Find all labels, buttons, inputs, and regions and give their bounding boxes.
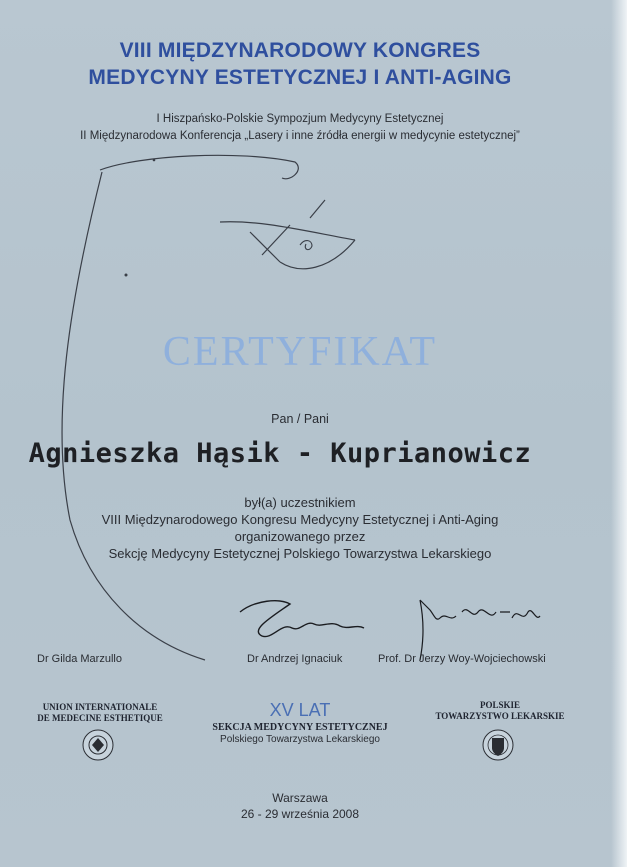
dates: 26 - 29 września 2008	[240, 807, 360, 821]
sekcja-line: SEKCJA MEDYCYNY ESTETYCZNEJ	[212, 722, 388, 733]
xv-lat: XV LAT	[269, 700, 331, 720]
recipient-name: Agnieszka Hąsik - Kuprianowicz	[28, 438, 532, 469]
city: Warszawa	[272, 791, 328, 805]
title-line-1: VIII MIĘDZYNARODOWY KONGRES	[119, 39, 481, 62]
ptl-line: Polskiego Towarzystwa Lekarskiego	[220, 734, 380, 745]
subtitle-line-1: I Hiszpańsko-Polskie Sympozjum Medycyny Estetycznej	[156, 113, 444, 125]
uime-line-2: DE MEDECINE ESTHETIQUE	[37, 713, 163, 723]
congress-line: VIII Międzynarodowego Kongresu Medycyny Estetycznej i Anti-Aging	[101, 512, 499, 527]
ptl-line-2: TOWARZYSTWO LEKARSKIE	[435, 711, 565, 721]
certificate-heading: CERTYFIKAT	[162, 329, 438, 375]
ptl-line-1: POLSKIE	[479, 700, 520, 710]
signer-ignaciuk: Dr Andrzej Ignaciuk	[247, 653, 343, 665]
organized-by-line: organizowanego przez	[234, 529, 366, 544]
subtitle-line-2: II Międzynarodowa Konferencja „Lasery i inne źródła energii w medycynie estetycznej”	[80, 130, 520, 142]
uime-line-1: UNION INTERNATIONALE	[42, 702, 158, 712]
signer-woy-wojciechowski: Prof. Dr Jerzy Woy-Wojciechowski	[378, 653, 546, 665]
signer-marzullo: Dr Gilda Marzullo	[37, 653, 122, 665]
organizer-line: Sekcję Medycyny Estetycznej Polskiego Towarzystwa Lekarskiego	[108, 546, 492, 561]
attendance-line: był(a) uczestnikiem	[244, 495, 356, 510]
salutation: Pan / Pani	[271, 412, 329, 426]
title-line-2: MEDYCYNY ESTETYCZNEJ I ANTI-AGING	[88, 66, 512, 89]
